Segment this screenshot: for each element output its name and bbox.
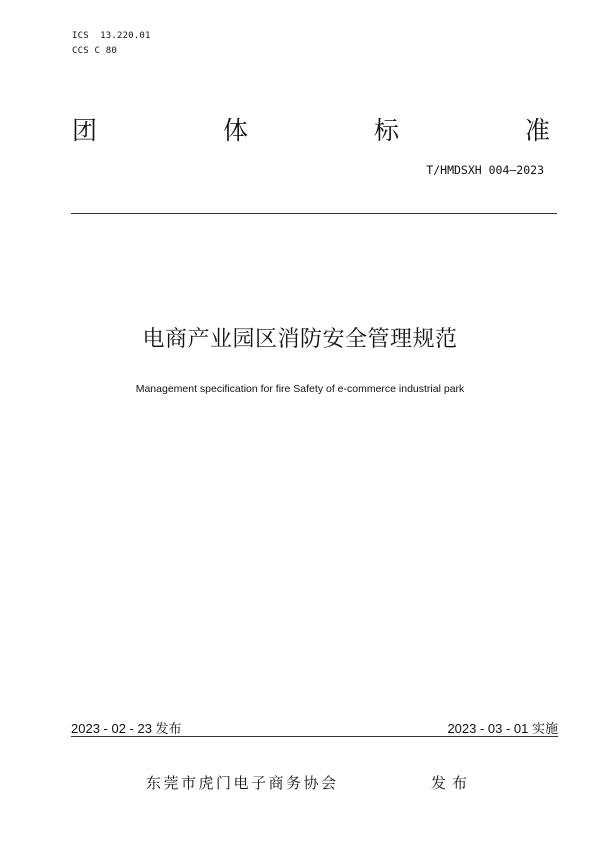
ccs-code: CCS C 80 — [72, 46, 117, 56]
doc-type-char: 团 — [72, 116, 98, 145]
ics-code: ICS 13.220.01 — [72, 31, 151, 41]
publish-label: 发布 — [431, 774, 474, 792]
title-english: Management specification for fire Safety of e-commerce industrial park — [135, 383, 465, 395]
bottom-divider — [71, 736, 558, 737]
doc-type-char: 标 — [373, 116, 399, 145]
doc-type-char: 体 — [222, 116, 248, 145]
title-chinese: 电商产业园区消防安全管理规范 — [142, 327, 458, 352]
effective-date: 2023 - 03 - 01 实施 — [447, 721, 558, 736]
doc-type-char: 准 — [524, 116, 550, 145]
top-divider — [71, 213, 557, 214]
publisher-name: 东莞市虎门电子商务协会 — [146, 774, 339, 792]
issue-date: 2023 - 02 - 23 发布 — [71, 721, 182, 736]
standard-number: T/HMDSXH 004—2023 — [426, 163, 544, 177]
document-type-heading — [72, 116, 550, 146]
